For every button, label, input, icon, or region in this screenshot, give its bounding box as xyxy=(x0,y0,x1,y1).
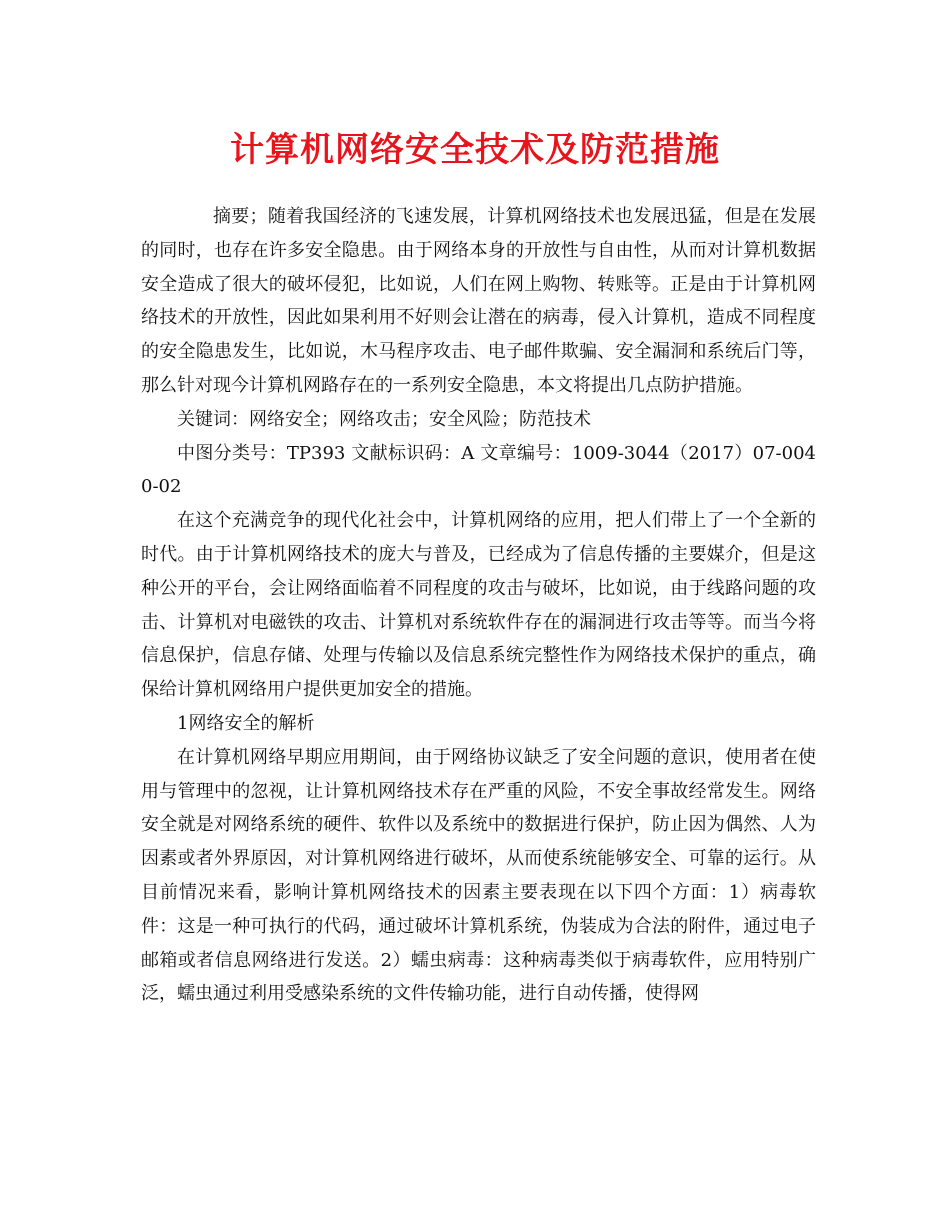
document-body xyxy=(141,200,816,1011)
classification-paragraph: 中图分类号：TP393 文献标识码：A 文章编号：1009-3044（2017）07-0040-02 xyxy=(141,442,816,498)
abstract-paragraph: 摘要；随着我国经济的飞速发展，计算机网络技术也发展迅猛，但是在发展的同时，也存在许多安全隐患。由于网络本身的开放性与自由性，从而对计算机数据安全造成了很大的破坏侵犯，比如说，人们在网上购物、转账等。正是由于计算机网络技术的开放性，因此如果利用不好则会让潜在的病毒，侵入计算机，造成不同程度的安全隐患发生，比如说，木马程序攻击、电子邮件欺骗、安全漏洞和系统后门等，那么针对现今计算机网路存在的一系列安全隐患，本文将提出几点防护措施。 xyxy=(141,206,816,396)
section-heading: 1网络安全的解析 xyxy=(177,712,315,734)
section-paragraph: 在计算机网络早期应用期间，由于网络协议缺乏了安全问题的意识，使用者在使用与管理中的忽视，让计算机网络技术存在严重的风险，不安全事故经常发生。网络安全就是对网络系统的硬件、软件以及系统中的数据进行保护，防止因为偶然、人为因素或者外界原因，对计算机网络进行破坏，从而使系统能够安全、可靠的运行。从目前情况来看，影响计算机网络技术的因素主要表现在以下四个方面：1）病毒软件：这是一种可执行的代码，通过破坏计算机系统，伪装成为合法的附件，通过电子邮箱或者信息网络进行发送。2）蠕虫病毒：这种病毒类似于病毒软件，应用特别广泛，蠕虫通过利用受感染系统的文件传输功能，进行自动传播，使得网 xyxy=(141,746,816,1005)
keywords-paragraph: 关键词：网络安全；网络攻击；安全风险；防范技术 xyxy=(177,408,591,430)
document-title: 计算机网络安全技术及防范措施 xyxy=(230,130,720,170)
intro-paragraph: 在这个充满竞争的现代化社会中，计算机网络的应用，把人们带上了一个全新的时代。由于计算机网络技术的庞大与普及，已经成为了信息传播的主要媒介，但是这种公开的平台，会让网络面临着不同程度的攻击与破坏，比如说，由于线路问题的攻击、计算机对电磁铁的攻击、计算机对系统软件存在的漏洞进行攻击等等。而当今将信息保护，信息存储、处理与传输以及信息系统完整性作为网络技术保护的重点，确保给计算机网络用户提供更加安全的措施。 xyxy=(141,510,816,701)
